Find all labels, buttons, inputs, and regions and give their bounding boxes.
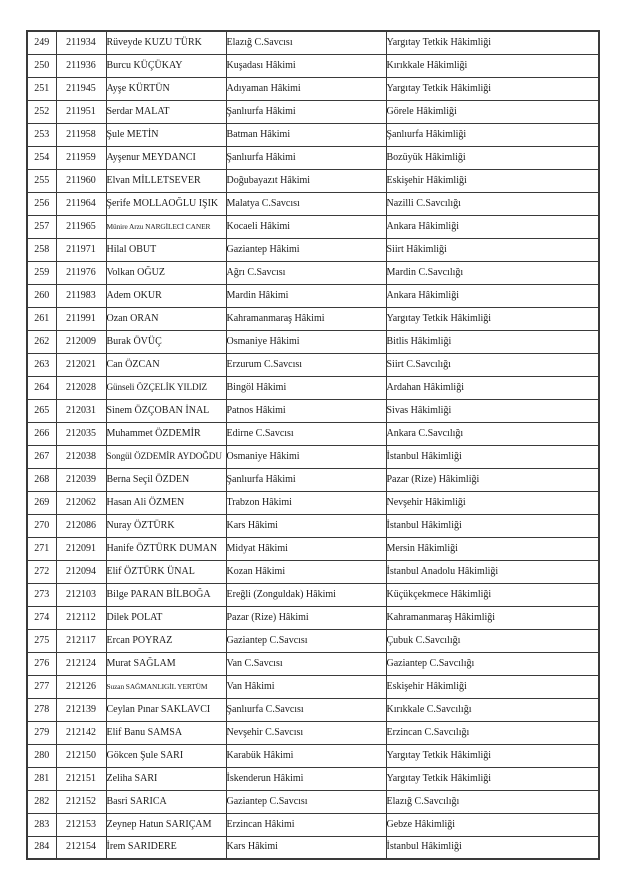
new-post-cell: Erzincan C.Savcılığı [386,721,599,744]
table-row [27,353,599,376]
new-post-cell: Eskişehir Hâkimliği [386,169,599,192]
current-post-cell: İskenderun Hâkimi [226,767,386,790]
current-post-cell: Pazar (Rize) Hâkimi [226,606,386,629]
name-cell: Şerife MOLLAOĞLU IŞIK [106,192,226,215]
registry-number-cell: 212038 [56,445,106,468]
row-number-cell: 276 [27,652,56,675]
registry-number-cell: 212039 [56,468,106,491]
name-cell: Dilek POLAT [106,606,226,629]
table-row [27,399,599,422]
row-number-cell: 259 [27,261,56,284]
registry-number-cell: 212153 [56,813,106,836]
registry-number-cell: 211959 [56,146,106,169]
name-cell: Bilge PARAN BİLBOĞA [106,583,226,606]
table-row [27,146,599,169]
table-row [27,813,599,836]
new-post-cell: İstanbul Hâkimliği [386,836,599,859]
row-number-cell: 253 [27,123,56,146]
name-cell: İrem SARIDERE [106,836,226,859]
row-number-cell: 252 [27,100,56,123]
new-post-cell: Ankara Hâkimliği [386,215,599,238]
table-row [27,100,599,123]
name-cell: Rüveyde KUZU TÜRK [106,31,226,54]
registry-number-cell: 211965 [56,215,106,238]
registry-number-cell: 212091 [56,537,106,560]
name-cell: Zeynep Hatun SARIÇAM [106,813,226,836]
current-post-cell: Kars Hâkimi [226,836,386,859]
registry-number-cell: 211958 [56,123,106,146]
current-post-cell: Gaziantep C.Savcısı [226,629,386,652]
table-row [27,123,599,146]
new-post-cell: İstanbul Hâkimliği [386,514,599,537]
registry-number-cell: 212103 [56,583,106,606]
registry-number-cell: 211983 [56,284,106,307]
new-post-cell: Küçükçekmece Hâkimliği [386,583,599,606]
name-cell: Ceylan Pınar SAKLAVCI [106,698,226,721]
row-number-cell: 250 [27,54,56,77]
name-cell: Volkan OĞUZ [106,261,226,284]
row-number-cell: 270 [27,514,56,537]
row-number-cell: 257 [27,215,56,238]
new-post-cell: Siirt C.Savcılığı [386,353,599,376]
table-row [27,560,599,583]
registry-number-cell: 211964 [56,192,106,215]
new-post-cell: Bitlis Hâkimliği [386,330,599,353]
current-post-cell: Elazığ C.Savcısı [226,31,386,54]
registry-number-cell: 211934 [56,31,106,54]
row-number-cell: 265 [27,399,56,422]
row-number-cell: 283 [27,813,56,836]
table-row [27,606,599,629]
name-cell: Basri SARICA [106,790,226,813]
row-number-cell: 281 [27,767,56,790]
table-row [27,31,599,54]
row-number-cell: 260 [27,284,56,307]
row-number-cell: 264 [27,376,56,399]
row-number-cell: 268 [27,468,56,491]
name-cell: Burcu KÜÇÜKAY [106,54,226,77]
current-post-cell: Kozan Hâkimi [226,560,386,583]
table-row [27,698,599,721]
row-number-cell: 258 [27,238,56,261]
row-number-cell: 282 [27,790,56,813]
row-number-cell: 266 [27,422,56,445]
name-cell: Adem OKUR [106,284,226,307]
table-row [27,307,599,330]
table-row [27,744,599,767]
registry-number-cell: 212124 [56,652,106,675]
current-post-cell: Batman Hâkimi [226,123,386,146]
row-number-cell: 269 [27,491,56,514]
table-row [27,675,599,698]
row-number-cell: 273 [27,583,56,606]
table-row [27,169,599,192]
new-post-cell: Pazar (Rize) Hâkimliği [386,468,599,491]
new-post-cell: Kırıkkale Hâkimliği [386,54,599,77]
row-number-cell: 284 [27,836,56,859]
registry-number-cell: 212117 [56,629,106,652]
current-post-cell: Karabük Hâkimi [226,744,386,767]
table-row [27,77,599,100]
new-post-cell: Sivas Hâkimliği [386,399,599,422]
name-cell: Gökcen Şule SARI [106,744,226,767]
current-post-cell: Ağrı C.Savcısı [226,261,386,284]
table-row [27,767,599,790]
new-post-cell: Yargıtay Tetkik Hâkimliği [386,77,599,100]
row-number-cell: 262 [27,330,56,353]
table-row [27,721,599,744]
registry-number-cell: 212035 [56,422,106,445]
name-cell: Burak ÖVÜÇ [106,330,226,353]
new-post-cell: Yargıtay Tetkik Hâkimliği [386,307,599,330]
registry-number-cell: 212031 [56,399,106,422]
row-number-cell: 279 [27,721,56,744]
current-post-cell: Doğubayazıt Hâkimi [226,169,386,192]
name-cell: Elvan MİLLETSEVER [106,169,226,192]
table-row [27,537,599,560]
new-post-cell: Gebze Hâkimliği [386,813,599,836]
table-row [27,238,599,261]
current-post-cell: Erzurum C.Savcısı [226,353,386,376]
registry-number-cell: 212152 [56,790,106,813]
current-post-cell: Kuşadası Hâkimi [226,54,386,77]
name-cell: Hasan Ali ÖZMEN [106,491,226,514]
registry-number-cell: 212112 [56,606,106,629]
new-post-cell: Yargıtay Tetkik Hâkimliği [386,767,599,790]
name-cell: Muhammet ÖZDEMİR [106,422,226,445]
row-number-cell: 278 [27,698,56,721]
table-row [27,652,599,675]
registry-number-cell: 212126 [56,675,106,698]
name-cell: Günseli ÖZÇELİK YILDIZ [106,376,226,399]
row-number-cell: 275 [27,629,56,652]
current-post-cell: Ereğli (Zonguldak) Hâkimi [226,583,386,606]
name-cell: Elif ÖZTÜRK ÜNAL [106,560,226,583]
table-row [27,514,599,537]
current-post-cell: Adıyaman Hâkimi [226,77,386,100]
current-post-cell: Osmaniye Hâkimi [226,445,386,468]
current-post-cell: Gaziantep Hâkimi [226,238,386,261]
name-cell: Hilal OBUT [106,238,226,261]
registry-number-cell: 212151 [56,767,106,790]
registry-number-cell: 212086 [56,514,106,537]
current-post-cell: Malatya C.Savcısı [226,192,386,215]
row-number-cell: 261 [27,307,56,330]
new-post-cell: Kırıkkale C.Savcılığı [386,698,599,721]
name-cell: Murat SAĞLAM [106,652,226,675]
new-post-cell: Siirt Hâkimliği [386,238,599,261]
table-row [27,790,599,813]
registry-number-cell: 212028 [56,376,106,399]
new-post-cell: Mardin C.Savcılığı [386,261,599,284]
registry-number-cell: 212154 [56,836,106,859]
new-post-cell: Ankara C.Savcılığı [386,422,599,445]
registry-number-cell: 212142 [56,721,106,744]
name-cell: Hanife ÖZTÜRK DUMAN [106,537,226,560]
name-cell: Ercan POYRAZ [106,629,226,652]
new-post-cell: Şanlıurfa Hâkimliği [386,123,599,146]
name-cell: Serdar MALAT [106,100,226,123]
new-post-cell: Ankara Hâkimliği [386,284,599,307]
new-post-cell: Çubuk C.Savcılığı [386,629,599,652]
new-post-cell: Nevşehir Hâkimliği [386,491,599,514]
registry-number-cell: 212150 [56,744,106,767]
new-post-cell: Elazığ C.Savcılığı [386,790,599,813]
registry-number-cell: 211976 [56,261,106,284]
row-number-cell: 274 [27,606,56,629]
new-post-cell: İstanbul Hâkimliği [386,445,599,468]
current-post-cell: Bingöl Hâkimi [226,376,386,399]
table-row [27,330,599,353]
current-post-cell: Mardin Hâkimi [226,284,386,307]
row-number-cell: 271 [27,537,56,560]
registry-number-cell: 212139 [56,698,106,721]
row-number-cell: 254 [27,146,56,169]
new-post-cell: Ardahan Hâkimliği [386,376,599,399]
current-post-cell: Şanlıurfa Hâkimi [226,100,386,123]
row-number-cell: 272 [27,560,56,583]
current-post-cell: Osmaniye Hâkimi [226,330,386,353]
current-post-cell: Edirne C.Savcısı [226,422,386,445]
name-cell: Songül ÖZDEMİR AYDOĞDU [106,445,226,468]
current-post-cell: Kahramanmaraş Hâkimi [226,307,386,330]
current-post-cell: Kocaeli Hâkimi [226,215,386,238]
name-cell: Ayşe KÜRTÜN [106,77,226,100]
table-row [27,491,599,514]
current-post-cell: Patnos Hâkimi [226,399,386,422]
registry-number-cell: 212094 [56,560,106,583]
table-row [27,468,599,491]
current-post-cell: Van Hâkimi [226,675,386,698]
table-row [27,284,599,307]
row-number-cell: 255 [27,169,56,192]
new-post-cell: Eskişehir Hâkimliği [386,675,599,698]
row-number-cell: 277 [27,675,56,698]
table-row [27,376,599,399]
registry-number-cell: 211951 [56,100,106,123]
current-post-cell: Trabzon Hâkimi [226,491,386,514]
registry-number-cell: 212062 [56,491,106,514]
new-post-cell: Yargıtay Tetkik Hâkimliği [386,31,599,54]
current-post-cell: Erzincan Hâkimi [226,813,386,836]
registry-number-cell: 211991 [56,307,106,330]
name-cell: Berna Seçil ÖZDEN [106,468,226,491]
name-cell: Zeliha SARI [106,767,226,790]
row-number-cell: 280 [27,744,56,767]
row-number-cell: 256 [27,192,56,215]
current-post-cell: Kars Hâkimi [226,514,386,537]
current-post-cell: Van C.Savcısı [226,652,386,675]
row-number-cell: 249 [27,31,56,54]
current-post-cell: Midyat Hâkimi [226,537,386,560]
registry-number-cell: 211960 [56,169,106,192]
table-row [27,445,599,468]
table-row [27,836,599,859]
name-cell: Ayşenur MEYDANCI [106,146,226,169]
table-row [27,54,599,77]
registry-number-cell: 212009 [56,330,106,353]
registry-number-cell: 211971 [56,238,106,261]
new-post-cell: Nazilli C.Savcılığı [386,192,599,215]
name-cell: Münire Arzu NARGİLECİ CANER [106,215,226,238]
new-post-cell: Mersin Hâkimliği [386,537,599,560]
registry-number-cell: 211945 [56,77,106,100]
table-row [27,215,599,238]
row-number-cell: 267 [27,445,56,468]
table-row [27,261,599,284]
assignment-table-body [27,31,599,859]
row-number-cell: 251 [27,77,56,100]
registry-number-cell: 212021 [56,353,106,376]
table-row [27,629,599,652]
assignment-table [26,30,600,860]
table-row [27,583,599,606]
name-cell: Nuray ÖZTÜRK [106,514,226,537]
current-post-cell: Gaziantep C.Savcısı [226,790,386,813]
table-row [27,422,599,445]
current-post-cell: Şanlıurfa Hâkimi [226,468,386,491]
row-number-cell: 263 [27,353,56,376]
new-post-cell: Yargıtay Tetkik Hâkimliği [386,744,599,767]
name-cell: Can ÖZCAN [106,353,226,376]
current-post-cell: Şanlıurfa Hâkimi [226,146,386,169]
current-post-cell: Nevşehir C.Savcısı [226,721,386,744]
name-cell: Elif Banu SAMSA [106,721,226,744]
new-post-cell: Bozüyük Hâkimliği [386,146,599,169]
table-row [27,192,599,215]
name-cell: Ozan ORAN [106,307,226,330]
name-cell: Suzan SAĞMANLIGİL YERTÜM [106,675,226,698]
new-post-cell: Gaziantep C.Savcılığı [386,652,599,675]
name-cell: Sinem ÖZÇOBAN İNAL [106,399,226,422]
new-post-cell: Kahramanmaraş Hâkimliği [386,606,599,629]
new-post-cell: İstanbul Anadolu Hâkimliği [386,560,599,583]
registry-number-cell: 211936 [56,54,106,77]
current-post-cell: Şanlıurfa C.Savcısı [226,698,386,721]
name-cell: Şule METİN [106,123,226,146]
new-post-cell: Görele Hâkimliği [386,100,599,123]
